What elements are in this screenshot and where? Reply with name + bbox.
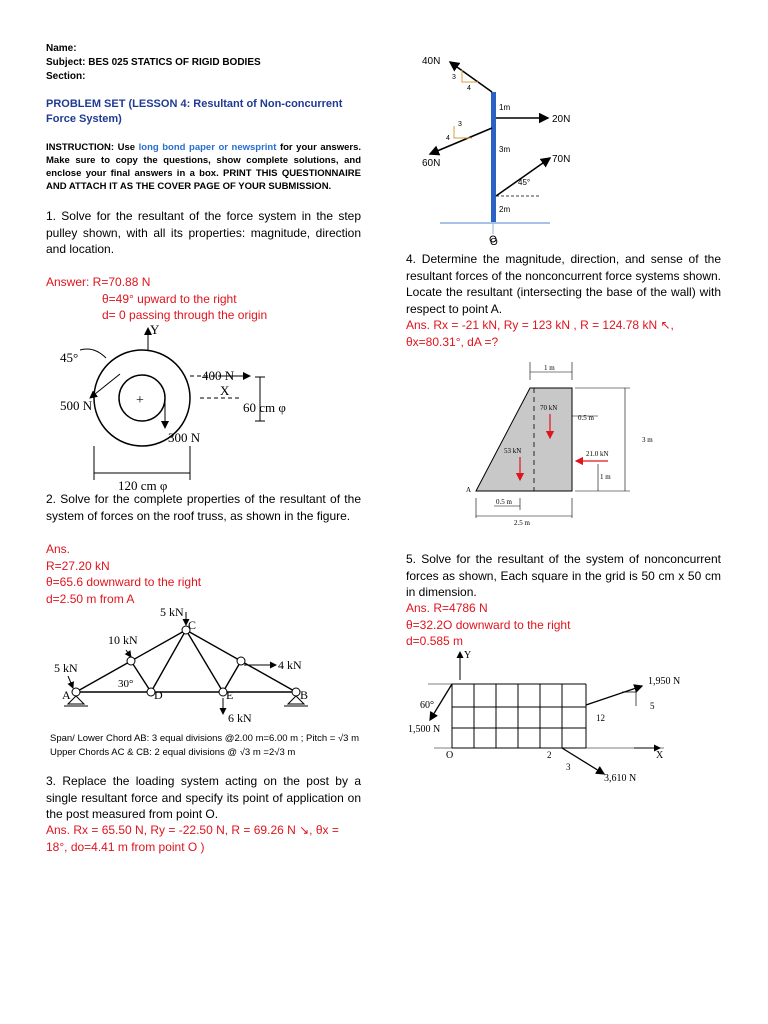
dim-1m-height: 1 m: [600, 473, 611, 481]
dim-05m-a: 0.5 m: [578, 414, 594, 422]
instruction-highlight: long bond paper or newsprint: [138, 142, 277, 153]
question-5-answer: [406, 600, 724, 650]
force-70kn-label: 70 kN: [540, 404, 558, 412]
question-3-answer: [46, 822, 364, 855]
force-1500-label: 1,500 N: [408, 724, 441, 735]
x-axis-label: X: [220, 383, 230, 398]
force-21kn-label: 21.0 kN: [586, 450, 609, 458]
joint-a-label: A: [62, 688, 71, 702]
q4-answer-line-1: Ans. Rx = -21 kN, Ry = 123 kN , R = 124.78 kN ↖,: [406, 318, 674, 332]
question-1-text: 1. Solve for the resultant of the force system in the step pulley shown, with all its properties: magnitude, direction and location.: [46, 209, 361, 256]
slope-12: 12: [596, 713, 605, 723]
instruction-paragraph: [46, 141, 361, 193]
angle-30-label: 30°: [118, 678, 134, 690]
question-1-answer: [46, 274, 361, 324]
load-4kn-label: 4 kN: [278, 658, 302, 672]
force-1950-label: 1,950 N: [648, 676, 681, 687]
load-6kn-label: 6 kN: [228, 711, 252, 725]
joint-d-label: D: [154, 688, 163, 702]
load-10kn-label: 10 kN: [108, 633, 138, 647]
question-5-text: 5. Solve for the resultant of the system of nonconcurrent forces as shown, Each square in the grid is 50 cm x 50 cm in dimension.: [406, 552, 721, 599]
point-o-label: O: [490, 237, 498, 248]
slope-5: 5: [650, 701, 655, 711]
question-4-answer: [406, 317, 724, 350]
slope-4a: 4: [467, 85, 471, 92]
dim-1m: 1m: [499, 103, 511, 112]
roof-truss-figure: [46, 604, 366, 764]
joint-e-label: E: [226, 688, 234, 702]
force-20n-label: 20N: [552, 114, 571, 125]
center-mark: +: [136, 393, 144, 408]
force-40n-arrow: [450, 62, 492, 92]
dim-25m: 2.5 m: [514, 519, 530, 527]
slope-2: 2: [547, 750, 552, 760]
load-10kn-arrow: [126, 650, 131, 657]
angle-arc: [80, 349, 106, 358]
q2-answer-line-2: θ=65.6 downward to the right: [46, 575, 202, 589]
angle-60-label: 60°: [420, 700, 434, 711]
force-300-label: 300 N: [168, 430, 201, 445]
q2-ans-label: Ans.: [46, 542, 71, 556]
q3-answer-line-2: 18°, do=4.41 m from point O ): [46, 839, 205, 854]
q2-answer-line-1: R=27.20 kN: [46, 558, 110, 573]
q1-answer-line-2: θ=49° upward to the right: [102, 291, 237, 306]
load-5kn-top-label: 5 kN: [160, 605, 184, 619]
post-body: [491, 92, 496, 222]
load-5kn-left-arrow: [68, 676, 73, 688]
force-500-label: 500 N: [60, 398, 93, 413]
y-axis-label: Y: [150, 322, 160, 337]
dim-3m-height: 3 m: [642, 436, 653, 444]
joint-b-label: B: [300, 688, 309, 702]
instruction-lead: INSTRUCTION:: [46, 142, 115, 153]
truss-caption-2: Upper Chords AC & CB: 2 equal divisions @ √3 m =2√3 m: [50, 747, 296, 758]
force-40n-label: 40N: [422, 56, 441, 67]
instruction-pre: Use: [117, 142, 136, 153]
joint-c-label: C: [188, 618, 197, 632]
question-2-answer: [46, 541, 361, 607]
q4-answer-line-2: θx=80.31°, dA =?: [406, 334, 499, 349]
grid-lines: [452, 684, 586, 748]
angle-45-label: 45°: [60, 350, 79, 365]
grid-figure: [404, 646, 704, 791]
section-label: Section:: [46, 71, 86, 82]
slope-3b: 3: [458, 121, 462, 128]
question-2-text: 2. Solve for the complete properties of the resultant of the system of forces on the roof truss, as shown in the figure.: [46, 492, 361, 523]
wall-figure: [460, 358, 660, 533]
force-500-arrow: [90, 374, 120, 398]
q1-answer-line-3: d= 0 passing through the origin: [102, 308, 268, 322]
force-400-label: 400 N: [202, 368, 235, 383]
dim-120-label: 120 cm φ: [118, 478, 168, 493]
slope-triangle-5-12: [622, 692, 636, 706]
force-60n-arrow: [430, 128, 492, 154]
web-member-3: [186, 630, 223, 692]
dim-05m-b: 0.5 m: [496, 498, 512, 506]
q1-answer-line-1: Answer: R=70.88 N: [46, 275, 151, 289]
force-70n-label: 70N: [552, 154, 571, 165]
dim-1m-width: 1 m: [544, 364, 555, 372]
angle-45-label: 45°: [518, 178, 531, 187]
question-4-text: 4. Determine the magnitude, direction, and sense of the resultant forces of the nonconcurrent force systems shown. Locate the resultant (intersecting the base of the wall) with respect to point A.: [406, 252, 721, 316]
subject-label: Subject: BES 025 STATICS OF RIGID BODIES: [46, 57, 261, 68]
q5-answer-line-1: Ans. R=4786 N: [406, 601, 488, 615]
step-pulley-figure: [50, 320, 350, 495]
slope-4b: 4: [446, 135, 450, 142]
force-60n-label: 60N: [422, 158, 441, 169]
web-member-1: [131, 661, 151, 692]
force-53kn-label: 53 kN: [504, 447, 522, 455]
x-axis-label: X: [656, 750, 664, 761]
name-label: Name:: [46, 43, 77, 54]
load-5kn-left-label: 5 kN: [54, 661, 78, 675]
y-axis-label: Y: [464, 650, 472, 661]
force-3610-label: 3,610 N: [604, 773, 637, 784]
q3-answer-line-1: Ans. Rx = 65.50 N, Ry = -22.50 N, R = 69.26 N ↘, θx =: [46, 823, 339, 837]
q2-answer-line-3: d=2.50 m from A: [46, 591, 135, 606]
dim-60-label: 60 cm φ: [243, 400, 286, 415]
title-line-1: PROBLEM SET (LESSON 4: Resultant of Non-concurrent: [46, 98, 343, 110]
problem-set-title: [46, 97, 366, 127]
q5-answer-line-3: d=0.585 m: [406, 634, 464, 648]
title-line-2: Force System): [46, 113, 122, 125]
dim-2m: 2m: [499, 205, 511, 214]
slope-3: 3: [566, 762, 571, 772]
wall-body: [476, 388, 572, 491]
truss-caption-1: Span/ Lower Chord AB: 3 equal divisions @2.00 m=6.00 m ; Pitch = √3 m: [50, 733, 359, 744]
origin-label: O: [446, 750, 454, 761]
force-70n-arrow: [496, 158, 550, 196]
slope-triangle-2: [454, 126, 472, 138]
instruction-rest: for your answers. Make sure to copy the questions, show complete solutions, and enclose your final answers in a box. PRINT THIS QUESTIONNAIRE AND ATTACH IT AS THE COVER PAGE OF YOUR SUBMISSION.: [46, 142, 361, 192]
header-block: [46, 42, 366, 84]
post-figure: [410, 48, 610, 248]
question-3-text: 3. Replace the loading system acting on the post by a single resultant force and specify its point of application on the post measured from point O.: [46, 774, 361, 821]
force-1950-arrow: [586, 686, 642, 705]
point-a-label: A: [466, 486, 472, 494]
dim-3m: 3m: [499, 145, 511, 154]
q5-answer-line-2: θ=32.2O downward to the right: [406, 617, 571, 632]
slope-3a: 3: [452, 74, 456, 81]
